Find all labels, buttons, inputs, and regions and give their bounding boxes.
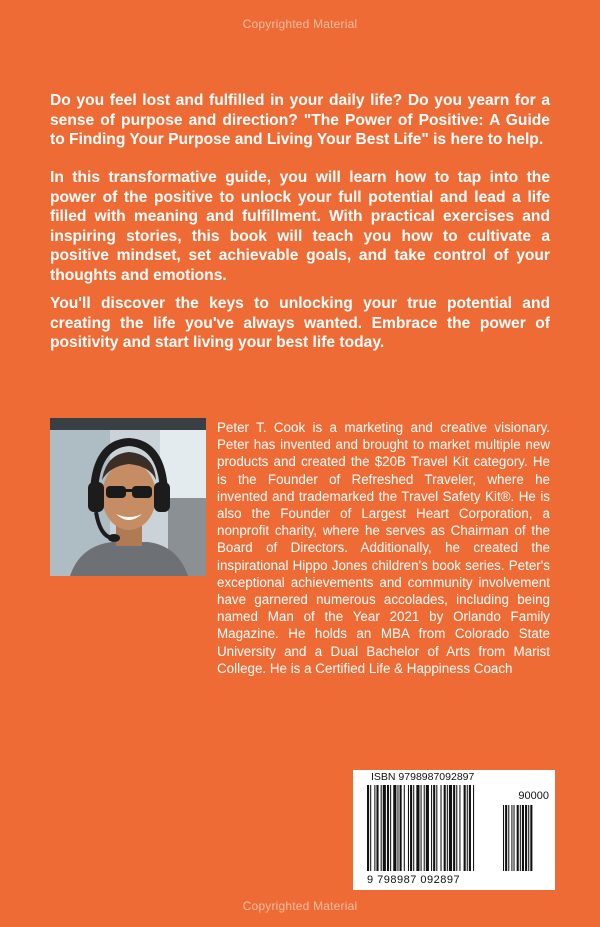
watermark-top: Copyrighted Material [242,17,358,31]
barcode-bar [473,785,474,871]
barcode-bar [433,785,435,871]
barcode-bar [376,785,378,871]
barcode-bar [456,785,457,871]
barcode-addon-bar [503,805,504,871]
barcode-bar [467,785,468,871]
barcode-bar [381,785,382,871]
barcode-digits: 9 798987 092897 [367,874,461,886]
barcode-addon-bar [528,805,529,871]
barcode-bar [383,785,386,871]
barcode-bar [393,785,396,871]
barcode-bar [413,785,414,871]
barcode-bar [453,785,455,871]
barcode-bar [469,785,471,871]
barcode-bar [408,785,409,871]
barcode-bar [424,785,425,871]
barcode-addon-bar [530,805,532,871]
blurb-paragraph-3: You'll discover the keys to unlocking your true potential and creating the life you've always wanted. Embrace the power of positivity and start living your best life today. [50,295,550,351]
barcode-bar [416,785,419,871]
barcode-bar [444,785,446,871]
barcode-bar [400,785,402,871]
price-code: 90000 [518,790,549,802]
isbn-label: ISBN 9798987092897 [371,771,475,783]
barcode-bar [374,785,375,871]
barcode-addon-bar [522,805,524,871]
barcode-addon-bar [525,805,527,871]
blurb-paragraph-2: In this transformative guide, you will learn how to tap into the power of the positive to unlock your full potential and lead a life filled with meaning and fulfillment. With practical exercises and inspiring stories, this book will teach you how to cultivate a positive mindset, set achievable goals, and take control of your thoughts and emotions. [50,169,550,284]
barcode-addon-bar [511,805,512,871]
author-photo-illustration [50,418,206,576]
watermark-bottom: Copyrighted Material [242,899,358,913]
barcode-bar [431,785,432,871]
barcode-bar [441,785,442,871]
barcode-addon-bar [514,805,515,871]
barcode-bar [404,785,405,871]
author-bio: Peter T. Cook is a marketing and creative visionary. Peter has invented and brought to market multiple new products and created the $20B Travel Kit category. He is the Founder of Refreshed Traveler, where he invented and trademarked the Travel Safety Kit®. He is also the Founder of Largest Heart Corporation, a nonprofit charity, where he serves as Chairman of the Board of Directors. Additionally, he created the inspirational Hippo Jones children's book series. Peter's exceptional achievements and community involvement have garnered numerous accolades, including being named Man of the Year 2021 by Orlando Family Magazine. He holds an MBA from Colorado State University and a Dual Bachelor of Arts from Marist College. He is a Certified Life & Happiness Coach [217,420,550,676]
barcode-block [353,770,555,890]
blurb-paragraph-1: Do you feel lost and fulfilled in your daily life? Do you yearn for a sense of purpose and direction? "The Power of Positive: A Guide to Finding Your Purpose and Living Your Best Life" is here to help. [50,92,550,148]
barcode-bar [367,785,369,871]
barcode-addon-bar [505,805,507,871]
barcode-bar [459,785,460,871]
author-photo [50,418,206,576]
barcode-bar [449,785,452,871]
barcode-bar [387,785,389,871]
barcode-bar [464,785,466,871]
barcode-bar [397,785,398,871]
barcode-bar [421,785,422,871]
barcode-bar [436,785,437,871]
barcode-addon-bar [520,805,521,871]
barcode-addon-bar [517,805,519,871]
barcode-bar [390,785,391,871]
barcode-bar [410,785,412,871]
barcode-bar [426,785,429,871]
barcode-bar [370,785,371,871]
barcode-addon-bar [508,805,509,871]
barcode-bar [447,785,448,871]
